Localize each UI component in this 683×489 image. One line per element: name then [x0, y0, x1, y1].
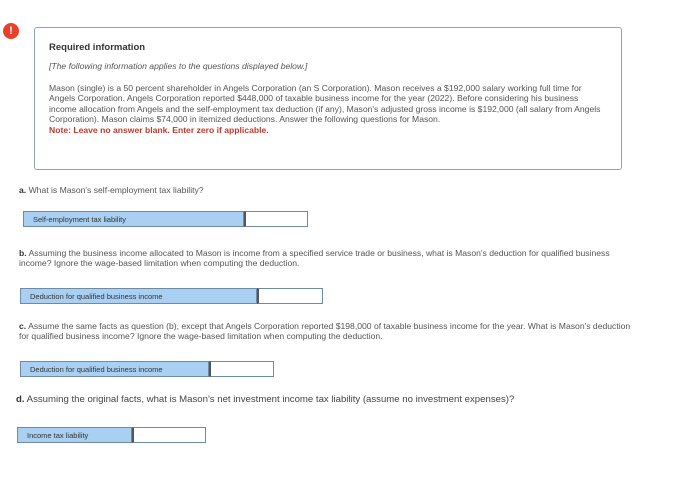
answer-label-c: Deduction for qualified business income: [20, 361, 209, 377]
question-d-text: Assuming the original facts, what is Mason's net investment income tax liability (assume no investment expenses)?: [26, 394, 515, 405]
niit-liability-input[interactable]: [132, 427, 206, 443]
answer-row-d: [17, 427, 206, 443]
answer-label-d: Income tax liability: [17, 427, 132, 443]
question-b: [19, 248, 634, 269]
answer-row-c: [20, 361, 274, 377]
info-body: Mason (single) is a 50 percent shareholder in Angels Corporation (an S Corporation). Mason receives a $192,000 salary working full time for Angels Corporation. Angels Corporation reported $448,000 of taxable business income for the year (2022). Before considering his business income allocation from Angels and the self-employment tax deduction (if any), Mason's adjusted gross income is $192,000 (all salary from Angels Corporation). Mason claims $74,000 in itemized deductions. Answer the following questions for Mason.: [49, 83, 601, 125]
info-title: Required information: [49, 42, 146, 53]
answer-label-a: Self-employment tax liability: [23, 211, 244, 227]
answer-label-b: Deduction for qualified business income: [20, 288, 257, 304]
alert-icon: !: [3, 23, 19, 39]
qbi-deduction-c-input[interactable]: [209, 361, 274, 377]
self-employment-tax-input[interactable]: [244, 211, 308, 227]
question-d: [16, 395, 631, 405]
info-subtitle: [The following information applies to the questions displayed below.]: [49, 61, 308, 71]
question-a-label: a.: [19, 185, 27, 195]
answer-row-a: [23, 211, 308, 227]
question-b-label: b.: [19, 248, 27, 258]
question-c-label: c.: [19, 321, 27, 331]
answer-row-b: [20, 288, 323, 304]
qbi-deduction-b-input[interactable]: [257, 288, 323, 304]
question-d-label: d.: [16, 394, 25, 405]
info-note: Note: Leave no answer blank. Enter zero if applicable.: [49, 124, 269, 135]
question-a-text: What is Mason's self-employment tax liability?: [28, 185, 204, 195]
question-c: [19, 321, 634, 342]
question-b-text: Assuming the business income allocated to Mason is income from a specified service trade or business, what is Mason's deduction for qualified business income? Ignore the wage-based limitation when computing the deduction.: [19, 248, 610, 269]
question-a: [19, 185, 634, 195]
question-c-text: Assume the same facts as question (b), except that Angels Corporation reported $198,000 of taxable business income for the year. What is Mason's deduction for qualified business income? Ignore the wage-based limitation when computing the deduction.: [19, 321, 631, 342]
required-info-box: [34, 27, 622, 170]
